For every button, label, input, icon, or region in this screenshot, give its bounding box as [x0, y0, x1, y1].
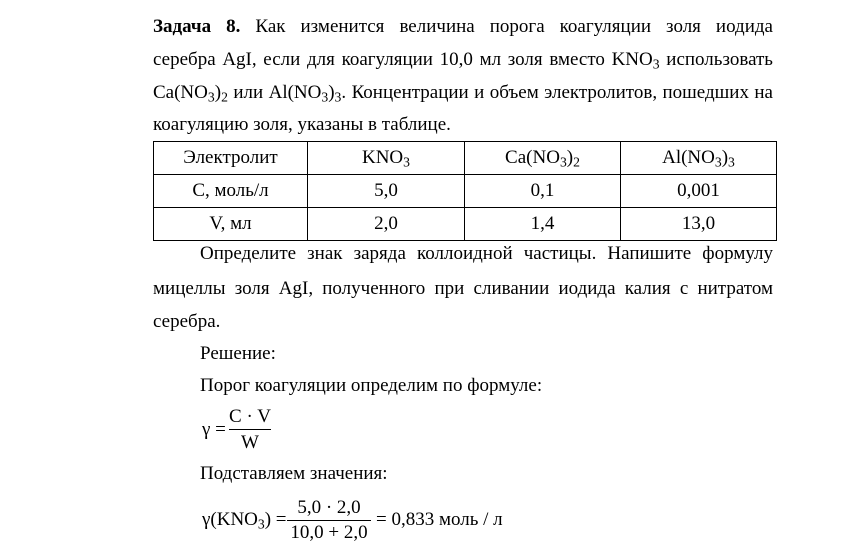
calc-result: = 0,833 моль / л: [376, 509, 503, 530]
header-alno33: $Al(NO_3)_3$: [621, 142, 777, 175]
calc-denominator: 10,0 + 2,0: [290, 522, 368, 543]
calc-numerator: 5,0 · 2,0: [297, 497, 361, 518]
substitute-text: Подставляем значения:: [200, 463, 388, 484]
header-kno3: $KNO_3$: [308, 142, 465, 175]
question-line-2: мицеллы золя AgI, полученного при сливании иодида калия с нитратом: [153, 278, 773, 299]
task-line-1: Задача 8. Как изменится величина порога коагуляции золя иодида: [153, 16, 773, 37]
calc-lhs: $\gamma(KNO_3)$ =: [202, 509, 287, 532]
table-header-row: [154, 142, 777, 175]
header-electrolyte: Электролит: [154, 142, 308, 175]
formula-denominator: W: [241, 432, 259, 453]
header-cano32: $Ca(NO_3)_2$: [465, 142, 621, 175]
formula-numerator: C · V: [229, 406, 271, 427]
solution-heading: Решение:: [200, 343, 276, 364]
formula-intro: Порог коагуляции определим по формуле:: [200, 375, 543, 396]
question-line-3: серебра.: [153, 311, 221, 332]
formula-fraction-bar: [229, 429, 271, 430]
electrolyte-table: [153, 141, 777, 241]
table-row: V, мл 2,0 1,4 13,0: [154, 208, 777, 241]
formula-lhs: γ =: [202, 419, 226, 440]
task-title: Задача 8.: [153, 16, 241, 37]
task-line-3: $Ca(NO_3)_2$ или $Al(NO_3)_3$. Концентрации и объем электролитов, пошедших на: [153, 82, 773, 105]
task-line-2: серебра AgI, если для коагуляции 10,0 мл золя вместо $KNO_3$ использовать: [153, 49, 773, 72]
table-row: C, моль/л 5,0 0,1 0,001: [154, 175, 777, 208]
question-line-1: Определите знак заряда коллоидной частицы. Напишите формулу: [200, 243, 773, 264]
calc-fraction-bar: [287, 520, 371, 521]
task-line-4: коагуляцию золя, указаны в таблице.: [153, 114, 451, 135]
